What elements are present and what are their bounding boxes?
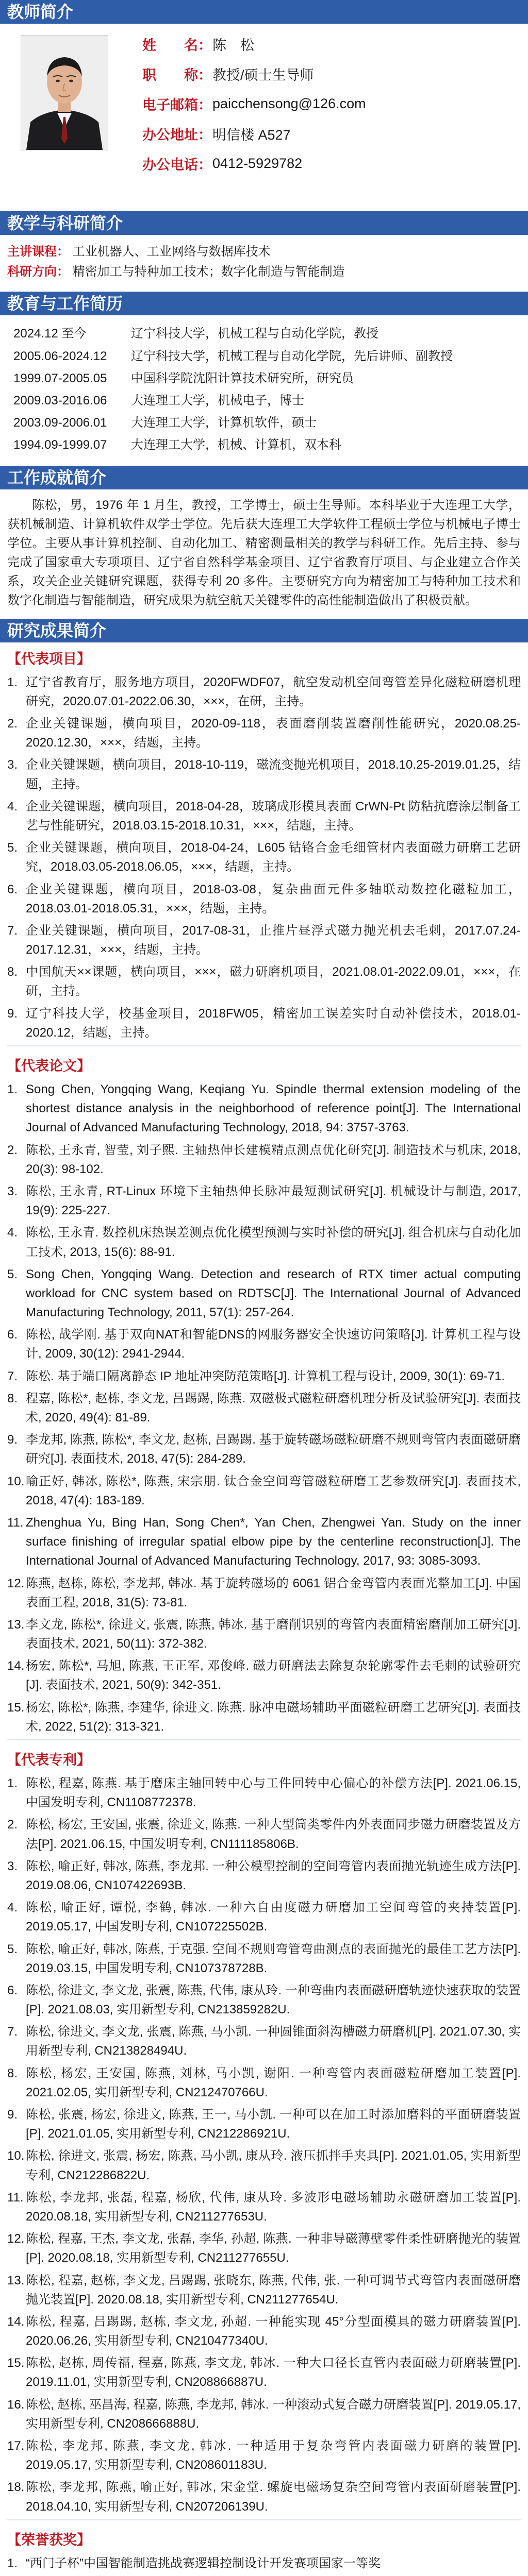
list-item-number: 11.	[7, 2190, 24, 2205]
section-bar-intro: 教师简介	[0, 0, 528, 24]
directions-label: 科研方向：	[7, 265, 69, 279]
patents-list	[0, 1774, 528, 2516]
list-item-number: 1.	[7, 1776, 18, 1790]
project-item	[7, 880, 521, 918]
paper-item	[7, 1367, 521, 1386]
phone-value: 0412-5929782	[212, 155, 303, 171]
profile-row-phone	[142, 148, 523, 178]
papers-list	[0, 1080, 528, 1736]
directions-row	[7, 262, 521, 281]
education-row	[13, 323, 457, 345]
paper-item	[7, 1325, 521, 1363]
list-item-text: 陈松, 李龙邦, 陈燕, 李文龙, 韩冰. 一种适用于复杂弯管内表面磁力研磨的装置[P]. 2019.05.17, 实用新型专利, CN208601183U.	[26, 2439, 521, 2472]
paper-item	[7, 1080, 521, 1138]
paper-item	[7, 1513, 521, 1571]
list-item-text: 辽宁科技大学，校基金项目，2018FW05，精密加工误差实时自动补偿技术，2018.01-2020.12，结题，主持。	[26, 1006, 521, 1040]
list-item-text: 陈松, 张震, 杨宏, 徐进文, 陈燕, 王一, 马小凯. 一种可以在加工时添加磨料的平面研磨装置[P]. 2021.01.05, 实用新型专利, CN212286921U.	[26, 2108, 521, 2141]
list-item-number: 3.	[7, 1859, 18, 1873]
list-item-text: 陈松, 赵栋, 周传福, 程嘉, 陈燕, 李文龙, 韩冰. 一种大口径长直管内表面磁力研磨装置[P]. 2019.11.01, 实用新型专利, CN208866887U.	[26, 2356, 521, 2389]
email-label: 电子邮箱：	[142, 97, 212, 113]
education-detail: 中国科学院沈阳计算技术研究所，研究员	[131, 371, 354, 385]
section-bar-results: 研究成果简介	[0, 619, 528, 642]
list-item-number: 14.	[7, 1659, 25, 1673]
work-paragraph: 陈松，男，1976 年 1 月生，教授，工学博士，硕士生导师。本科毕业于大连理工大学，获机械制造、计算机软件双学士学位。先后获大连理工大学软件工程硕士学位与机械电子博士学位。主要从事计算机控制、自动化加工、精密测量相关的教学与科研工作。先后主持、参与完成了国家重大专项项目、辽宁省自然科学基金项目、辽宁省教育厅项目、与企业建立合作关系，攻关企业关键研究课题，获得专利 20 多件。主要研究方向为精密加工与特种加工技术和数字化制造与智能制造，研究成果为航空航天关键零件的高性能制造做出了积极贡献。	[7, 498, 521, 608]
list-item-number: 8.	[7, 1391, 18, 1405]
patent-item	[7, 2022, 521, 2060]
list-item-number: 10.	[7, 1474, 25, 1488]
list-item-text: 陈松, 杨宏, 王安国, 陈燕, 刘林, 马小凯, 谢阳. 一种弯管内表面磁粒研磨加工装置[P]. 2021.02.05, 实用新型专利, CN212470766U.	[26, 2066, 521, 2099]
list-item-number: 1.	[7, 1082, 18, 1096]
list-item-number: 3.	[7, 758, 18, 772]
patent-item	[7, 1898, 521, 1936]
list-item-number: 10.	[7, 2149, 25, 2163]
list-item-number: 15.	[7, 2356, 25, 2370]
directions-value: 精密加工与特种加工技术；数字化制造与智能制造	[72, 265, 345, 279]
divider	[7, 2519, 521, 2520]
project-item	[7, 673, 521, 711]
paper-item	[7, 1265, 521, 1323]
education-period: 2009.03-2016.06	[13, 393, 107, 408]
project-item	[7, 921, 521, 959]
list-item-number: 3.	[7, 1184, 18, 1198]
projects-list	[0, 673, 528, 1042]
list-item-text: 企业关键课题，横向项目，2018-04-28，玻璃成形模具表面 CrWN-Pt 防粘抗磨涂层制备工艺与性能研究，2018.03.15-2018.10.31，×××，结题，主持。	[26, 799, 521, 833]
paper-item	[7, 1182, 521, 1220]
list-item-number: 14.	[7, 2314, 25, 2329]
list-item-number: 5.	[7, 1267, 18, 1281]
paper-item	[7, 1656, 521, 1694]
education-period: 2005.06-2024.12	[13, 349, 107, 363]
list-item-number: 4.	[7, 1901, 18, 1915]
list-item-text: “西门子杯”中国智能制造挑战赛逻辑控制设计开发赛项国家一等奖	[26, 2556, 381, 2570]
paper-item	[7, 1223, 521, 1261]
title-label: 职 称：	[142, 67, 212, 83]
profile-row-title	[142, 59, 523, 89]
list-item-number: 6.	[7, 1983, 18, 1997]
profile-row-office	[142, 118, 523, 148]
list-item-number: 4.	[7, 1226, 18, 1240]
honors-list	[0, 2554, 528, 2576]
paper-item	[7, 1615, 521, 1653]
honors-heading: 【荣誉获奖】	[7, 2532, 91, 2548]
list-item-text: 陈松, 徐进文, 李文龙, 张震, 陈燕, 代伟, 康从玲. 一种弯曲内表面磁研磨轨迹快速获取的装置[P]. 2021.08.03, 实用新型专利, CN213859282U.	[26, 1983, 521, 2017]
title-value: 教授/硕士生导师	[212, 67, 314, 83]
list-item-text: 企业关键课题，横向项目，2018-04-24，L605 钴铬合金毛细管材内表面磁力研磨工艺研究，2018.03.05-2018.06.05，×××，结题，主持。	[26, 841, 521, 874]
education-period: 2024.12 至今	[13, 327, 87, 341]
list-item-number: 16.	[7, 2397, 25, 2412]
list-item-text: 陈松, 程嘉, 赵栋, 李文龙, 吕踢踢, 张晓东, 陈燕, 代伟, 张. 一种可调节式弯管内表面磁研磨抛光装置[P]. 2020.08.18, 实用新型专利, CN211277654U.	[26, 2273, 521, 2307]
list-item-text: 企业关键课题，横向项目，2018-10-119，磁流变抛光机项目，2018.10.25-2019.01.25，结题，主持。	[26, 758, 521, 791]
portrait-photo	[21, 35, 108, 150]
patent-item	[7, 2436, 521, 2475]
list-item-text: 陈松, 程嘉, 王杰, 李文龙, 张磊, 李华, 孙超, 陈燕. 一种非导磁薄壁零件柔性研磨抛光的装置[P]. 2020.08.18, 实用新型专利, CN211277655U.	[26, 2232, 521, 2265]
patent-item	[7, 2064, 521, 2102]
divider	[7, 1739, 521, 1740]
list-item-number: 6.	[7, 882, 18, 896]
list-item-number: 5.	[7, 1942, 18, 1956]
project-item	[7, 797, 521, 835]
office-value: 明信楼 A527	[212, 127, 291, 143]
list-item-number: 13.	[7, 1617, 25, 1632]
list-item-number: 12.	[7, 2232, 25, 2246]
patent-item	[7, 2478, 521, 2516]
list-item-text: 陈松, 王永青, 智莹, 刘子熙. 主轴热伸长建模精点测点优化研究[J]. 制造技术与机床, 2018, 20(3): 98-102.	[26, 1143, 521, 1176]
list-item-text: 陈松, 程嘉, 吕踢踢, 赵栋, 李文龙, 孙超. 一种能实现 45°分型面模具的磁力研磨装置[P]. 2020.06.26, 实用新型专利, CN210477340U.	[26, 2314, 521, 2348]
patents-heading: 【代表专利】	[7, 1752, 91, 1768]
list-item-text: 程嘉, 陈松*, 赵栋, 李文龙, 吕踢踢, 陈燕. 双磁极式磁粒研磨机理分析及试验研究[J]. 表面技术, 2020, 49(4): 81-89.	[26, 1391, 521, 1425]
projects-heading: 【代表项目】	[7, 651, 91, 667]
email-value[interactable]: paicchensong@126.com	[212, 95, 366, 111]
education-period: 1994.09-1999.07	[13, 438, 107, 452]
list-item-text: 喻正好, 韩冰, 陈松*, 陈燕, 宋宗朋. 钛合金空间弯管磁粒研磨工艺参数研究[J]. 表面技术, 2018, 47(4): 183-189.	[26, 1474, 521, 1507]
profile-row-email	[142, 89, 523, 118]
name-label: 姓 名：	[142, 37, 212, 53]
list-item-number: 2.	[7, 717, 18, 731]
list-item-number: 13.	[7, 2273, 25, 2287]
paper-item	[7, 1472, 521, 1510]
patent-item	[7, 1857, 521, 1895]
list-item-text: 陈松, 喻正好, 韩冰, 陈燕, 于克强. 空间不规则弯管弯曲测点的表面抛光的最佳工艺方法[P]. 2019.03.15, 中国发明专利, CN107378728B.	[26, 1942, 521, 1975]
list-item-number: 4.	[7, 799, 18, 814]
project-item	[7, 962, 521, 1001]
patent-item	[7, 1981, 521, 2019]
patent-item	[7, 1774, 521, 1812]
list-item-number: 7.	[7, 923, 18, 938]
list-item-number: 9.	[7, 1006, 18, 1021]
patent-item	[7, 2229, 521, 2267]
list-item-text: 陈燕, 赵栋, 陈松, 李龙邦, 韩冰. 基于旋转磁场的 6061 铝合金弯管内表面光整加工[J]. 中国表面工程, 2018, 31(5): 73-81.	[26, 1576, 521, 1609]
list-item-text: 陈松, 李龙邦, 张磊, 程嘉, 杨欣, 代伟, 康从玲. 多波形电磁场辅助永磁研磨加工装置[P]. 2020.08.18, 实用新型专利, CN211277653U.	[26, 2190, 521, 2224]
profile-row-name	[142, 29, 523, 59]
list-item-number: 7.	[7, 1369, 18, 1383]
paper-item	[7, 1389, 521, 1427]
list-item-number: 1.	[7, 675, 18, 689]
list-item-number: 2.	[7, 1818, 18, 1832]
project-item	[7, 714, 521, 752]
list-item-text: 陈松, 王永青. 数控机床热误差测点优化模型预测与实时补偿的研究[J]. 组合机床与自动化加工技术, 2013, 15(6): 88-91.	[26, 1226, 521, 1259]
patent-item	[7, 2105, 521, 2143]
section-bar-research: 教学与科研简介	[0, 211, 528, 235]
list-item-number: 5.	[7, 841, 18, 855]
education-row	[13, 412, 457, 434]
patent-item	[7, 2353, 521, 2392]
profile-card	[0, 24, 528, 209]
patent-item	[7, 2312, 521, 2350]
courses-value: 工业机器人、工业网络与数据库技术	[72, 245, 271, 259]
name-value: 陈 松	[212, 37, 254, 53]
paper-item	[7, 1698, 521, 1736]
list-item-text: 陈松, 喻正好, 韩冰, 陈燕, 李龙邦. 一种公模型控制的空间弯管内表面抛光轨迹生成方法[P]. 2019.08.06, CN107422693B.	[26, 1859, 521, 1892]
education-block	[0, 315, 528, 463]
paper-item	[7, 1430, 521, 1468]
papers-heading: 【代表论文】	[7, 1058, 91, 1074]
list-item-text: 李龙邦, 陈燕, 陈松*, 李文龙, 赵栋, 吕踢踢. 基于旋转磁场磁粒研磨不规则弯管内表面磁研磨研究[J]. 表面技术, 2018, 47(5): 284-289.	[26, 1433, 521, 1466]
list-item-number: 15.	[7, 1700, 25, 1715]
list-item-text: 李文龙, 陈松*, 徐进文, 张震, 陈燕, 韩冰. 基于磨削识别的弯管内表面精密磨削加工研究[J]. 表面技术, 2021, 50(11): 372-382.	[26, 1617, 521, 1651]
list-item-text: 辽宁省教育厅，服务地方项目，2020FWDF07，航空发动机空间弯管差异化磁粒研磨机理研究，2020.07.01-2022.06.30，×××，在研，主持。	[26, 675, 521, 708]
list-item-number: 17.	[7, 2439, 25, 2453]
list-item-text: 陈松. 基于端口隔离静态 IP 地址冲突防范策略[J]. 计算机工程与设计, 2009, 30(1): 69-71.	[26, 1369, 505, 1383]
list-item-text: Song Chen, Yongqing Wang. Detection and research of RTX timer actual computing workload for CNC system based on RDTSC[J]. The International Journal of Advanced Manufacturing Technology, 2011, 57(1): 257-264.	[26, 1267, 521, 1320]
list-item-number: 6.	[7, 1328, 18, 1342]
project-item	[7, 1004, 521, 1042]
list-item-number: 11.	[7, 1515, 24, 1530]
project-item	[7, 755, 521, 793]
list-item-number: 9.	[7, 2108, 18, 2122]
list-item-text: 陈松, 李龙邦, 陈燕, 喻正好, 韩冰, 宋金堂. 螺旋电磁场复杂空间弯管内表面研磨装置[P]. 2018.04.10, 实用新型专利, CN207206139U.	[26, 2480, 521, 2514]
list-item-text: 企业关键课题，横向项目，2018-03-08，复杂曲面元件多轴联动数控化磁粒加工，2018.03.01-2018.05.31，×××，结题，主持。	[26, 882, 521, 916]
project-item	[7, 838, 521, 876]
list-item-number: 7.	[7, 2025, 18, 2039]
profile-info	[142, 29, 523, 178]
divider	[7, 1045, 521, 1046]
list-item-text: Zhenghua Yu, Bing Han, Song Chen*, Yan Chen, Zhengwei Yan. Study on the inner surface finishing of irregular spatial elbow pipe by the centerline reconstruction[J]. The International Journal of Advanced Manufacturing Technology, 2017, 93: 3085-3093.	[26, 1515, 521, 1568]
portrait-image	[21, 36, 108, 150]
education-detail: 辽宁科技大学，机械工程与自动化学院，先后讲师、副教授	[131, 349, 453, 363]
list-item-number: 12.	[7, 1576, 25, 1590]
list-item-text: Song Chen, Yongqing Wang, Keqiang Yu. Spindle thermal extension modeling of the shortest distance analysis in the neighborhood of reference point[J]. The International Journal of Advanced Manufacturing Technology, 2018, 94: 3757-3763.	[26, 1082, 521, 1135]
education-detail: 大连理工大学，机械电子，博士	[131, 393, 304, 408]
list-item-text: 企业关键课题，横向项目，2017-08-31，止推片昼浮式磁力抛光机去毛刺，2017.07.24-2017.12.31，×××，结题，主持。	[26, 923, 521, 957]
patent-item	[7, 2146, 521, 2184]
list-item-number: 8.	[7, 2066, 18, 2080]
education-row	[13, 345, 457, 367]
patent-item	[7, 1940, 521, 1978]
list-item-number: 18.	[7, 2480, 25, 2495]
list-item-text: 陈松, 战学刚. 基于双向NAT和智能DNS的网服务器安全快速访问策略[J]. 计算机工程与设计, 2009, 30(12): 2941-2944.	[26, 1328, 521, 1361]
list-item-number: 2.	[7, 1143, 18, 1157]
list-item-text: 企业关键课题，横向项目，2020-09-118，表面磨削装置磨削性能研究，2020.08.25-2020.12.30，×××，结题，主持。	[26, 717, 521, 750]
patent-item	[7, 1815, 521, 1853]
list-item-text: 杨宏, 陈松*, 陈燕, 李建华, 徐进文. 陈燕. 脉冲电磁场辅助平面磁粒研磨工艺研究[J]. 表面技术, 2022, 51(2): 313-321.	[26, 1700, 521, 1734]
education-row	[13, 367, 457, 389]
list-item-text: 杨宏, 陈松*, 马旭, 陈燕, 王正军, 邓俊峰. 磁力研磨法去除复杂轮廓零件去毛刺的试验研究[J]. 表面技术, 2021, 50(9): 342-351.	[26, 1659, 521, 1692]
patent-item	[7, 2188, 521, 2226]
list-item-number: 9.	[7, 1433, 18, 1447]
list-item-text: 陈松, 喻正好, 谭悦, 李鹤, 韩冰. 一种六自由度磁力研磨加工空间弯管的夹持装置[P]. 2019.05.17, 中国发明专利, CN107225502B.	[26, 1901, 521, 1934]
patent-item	[7, 2395, 521, 2433]
list-item-text: 陈松, 徐进文, 张震, 杨宏, 陈燕, 马小凯, 康从玲. 液压抓拌手夹具[P]. 2021.01.05, 实用新型专利, CN212286822U.	[26, 2149, 521, 2182]
paper-item	[7, 1574, 521, 1612]
education-row	[13, 434, 457, 456]
courses-row	[7, 242, 521, 261]
education-detail: 大连理工大学，机械、计算机，双本科	[131, 438, 341, 452]
education-table	[13, 323, 457, 456]
list-item-text: 中国航天××课题，横向项目，×××，磁力研磨机项目，2021.08.01-2022.09.01，×××，在研，主持。	[26, 965, 521, 998]
phone-label: 办公电话：	[142, 157, 212, 173]
education-detail: 大连理工大学，计算机软件，硕士	[131, 416, 317, 430]
education-period: 2003.09-2006.01	[13, 416, 107, 430]
list-item-text: 陈松, 徐进文, 李文龙, 张震, 陈燕, 马小凯. 一种圆锥面斜沟槽磁力研磨机[P]. 2021.07.30, 实用新型专利, CN213828494U.	[26, 2025, 521, 2058]
list-item-text: 陈松, 杨宏, 王安国, 张震, 徐进文, 陈燕. 一种大型筒类零件内外表面同步磁力研磨装置及方法[P]. 2021.06.15, 中国发明专利, CN111185806B.	[26, 1818, 521, 1851]
education-period: 1999.07-2005.05	[13, 371, 107, 385]
paper-item	[7, 1141, 521, 1179]
courses-label: 主讲课程：	[7, 245, 69, 259]
list-item-text: 陈松, 程嘉, 陈燕. 基于磨床主轴回转中心与工件回转中心偏心的补偿方法[P]. 2021.06.15, 中国发明专利, CN1108772378.	[26, 1776, 521, 1810]
section-bar-work: 工作成就简介	[0, 466, 528, 489]
list-item-text: 陈松, 王永青, RT-Linux 环境下主轴热伸长脉冲最短测试研究[J]. 机械设计与制造, 2017, 19(9): 225-227.	[26, 1184, 521, 1218]
list-item-number: 8.	[7, 965, 18, 979]
list-item-text: 陈松, 赵栋, 巫昌海, 程嘉, 陈燕, 李龙邦, 韩冰. 一种滚动式复合磁力研磨装置[P]. 2019.05.17, 实用新型专利, CN208666888U.	[26, 2397, 521, 2431]
section-bar-education: 教育与工作简历	[0, 292, 528, 315]
list-item-number: 1.	[7, 2556, 18, 2570]
education-row	[13, 389, 457, 412]
education-detail: 辽宁科技大学，机械工程与自动化学院，教授	[131, 327, 378, 341]
patent-item	[7, 2271, 521, 2309]
teaching-block	[0, 235, 528, 290]
honor-item	[7, 2554, 521, 2573]
office-label: 办公地址：	[142, 127, 212, 143]
